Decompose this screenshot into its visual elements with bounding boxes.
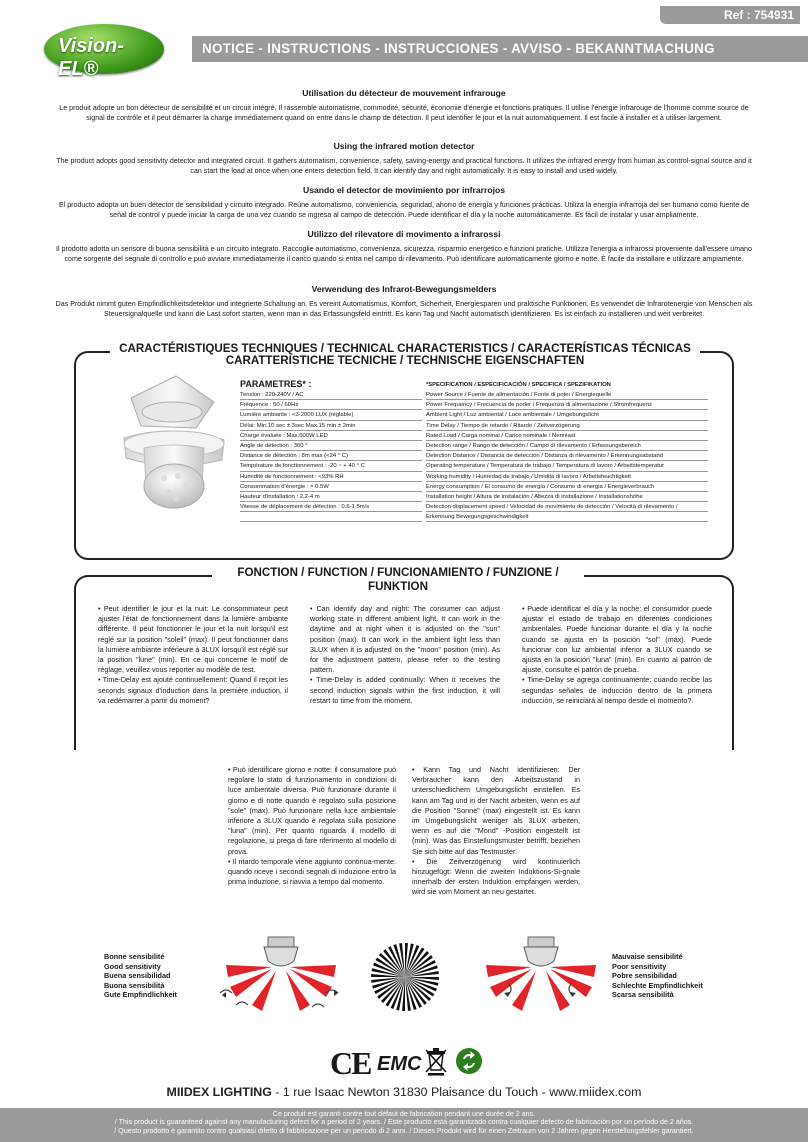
specification-row: Erkennung Bewegungsgeschwindigkeit bbox=[426, 512, 708, 522]
function-text-de bbox=[412, 765, 580, 898]
function-paragraph: • Il ritardo temporale viene aggiunto continua-mente: quando riceve i secondi segnali di induzione entro la prima induzione, si riavvia a tempo dal momento. bbox=[228, 856, 396, 887]
parameter-row bbox=[240, 512, 422, 522]
parameter-row: Consommation d'énergie : ≈ 0.5W bbox=[240, 482, 422, 492]
function-paragraph: • Time-Delay is added continually: When it receives the second induction signals within the first induction, it will restart to time from the moment. bbox=[310, 675, 500, 705]
sensitivity-label: Mauvaise sensibilité bbox=[612, 952, 683, 961]
specification-row: Detection range / Rango de detección / Campo di rilevamento / Erfassungsbereich bbox=[426, 441, 708, 451]
sunburst-ray bbox=[371, 974, 405, 977]
sunburst-ray bbox=[402, 977, 405, 1011]
parameters-table bbox=[240, 379, 422, 522]
intro-body: Il prodotto adotta un sensore di buona sensibilità e un circuito integrato. Raccoglie automatismo, convenienza, sicurezza, risparmio energetico e funzioni pratiche. Utilizza l'energia a infrarossi proveniente dall'essere umano come sorgente del segnale di controllo e può avviare immediatamente il carico quando si entra nel campo di rilevamento. Può identificare automaticamente giorno e notte. È facile da installare e utilizzare ampiamente. bbox=[56, 244, 752, 264]
emc-mark: EMC bbox=[377, 1053, 422, 1075]
warranty-line: / This product is guaranteed against any manufacturing defect for a period of 2 years. / Este producto está garantizado contra cualquier defecto de fabricación por un período de 2 años. bbox=[114, 1118, 694, 1127]
function-text-it bbox=[228, 765, 396, 887]
parameter-row: Lumière ambiante : <3-2000 LUX (réglable) bbox=[240, 410, 422, 420]
detection-pattern-icon bbox=[370, 942, 440, 1012]
parameters-header: PARAMETRES* : bbox=[240, 379, 312, 389]
intro-title: Verwendung des Infrarot-Bewegungsmelders bbox=[311, 284, 497, 294]
specification-row: Working humidity / Humedad de trabajo / Umidità di lavoro / Arbeitsfeuchtigkeit bbox=[426, 472, 708, 482]
specification-row: Installation height / Altura de instalación / Altezza di installazione / Installationshöhe bbox=[426, 492, 708, 502]
specification-row: Rated Load / Carga nominal / Carico nominale / Nennlast bbox=[426, 431, 708, 441]
warranty-footer bbox=[0, 1108, 808, 1142]
header-title: NOTICE - INSTRUCTIONS - INSTRUCCIONES - AVVISO - BEKANNTMACHUNG bbox=[192, 36, 808, 62]
parameter-row: Fréquence : 50 / 60Hz bbox=[240, 400, 422, 410]
good-sensitivity-diagram bbox=[212, 935, 348, 1017]
sensitivity-label: Good sensitivity bbox=[104, 961, 161, 971]
specification-row: Power Frequency / Frecuencia de poder / Frequenza di alimentazione / Stromfrequenz bbox=[426, 400, 708, 410]
sensitivity-label: Pobre sensibilidad bbox=[612, 971, 677, 981]
poor-sensitivity-labels bbox=[612, 952, 742, 1000]
intro-de bbox=[50, 284, 758, 320]
sunburst-ray bbox=[405, 977, 439, 980]
warranty-line: Ce produit est garanti contre tout défaut de fabrication pendant une durée de 2 ans. bbox=[272, 1110, 536, 1118]
intro-fr bbox=[50, 88, 758, 124]
parameter-row: Vitesse de déplacement de détection : 0.6-1.5m/s bbox=[240, 502, 422, 512]
parameter-row: Délai: Min.10 sec ± 3sec Max.15 min ± 2min bbox=[240, 421, 422, 431]
intro-en bbox=[50, 141, 758, 177]
intro-title: Using the infrared motion detector bbox=[333, 141, 475, 151]
function-text-en bbox=[310, 604, 500, 706]
intro-body: El producto adopta un buen detector de sensibilidad y circuito integrado. Reúne automatismo, conveniencia, seguridad, ahorro de energía y funciones prácticas. Utiliza la energía infrarroja del ser humano como fuente de señal de control y puede iniciar la carga de una vez cuando se ingresa al campo de detección. Puede identificar el día y la noche automáticamente. Es fácil de instalar y usar ampliamente. bbox=[58, 200, 750, 220]
parameter-row: Tension : 220-240V / AC bbox=[240, 390, 422, 400]
function-text-fr bbox=[98, 604, 288, 706]
function-paragraph: • Can identify day and night: The consumer can adjust working state in different ambient light. It can work in the daytime and at night when it is adjusted on the "sun" position (max). It can work in the ambient light less than 3LUX when it is adjusted on the "moon" position (min). As for the adjustment pattern, please refer to the testing pattern. bbox=[310, 604, 500, 675]
specification-row: Power Source / Fuente de alimentación / Fonte di poter / Energiequelle bbox=[426, 390, 708, 400]
reference-number: Ref : 754931 bbox=[660, 6, 800, 24]
function-paragraph: • Time-Delay est ajouté continuellement: Quand il reçoit les seconds signaux d'induction dans la première induction, il va redémarrer à partir du moment? bbox=[98, 675, 288, 705]
function-paragraph: • Die Zeitverzögerung wird kontinuierlich hinzugefügt: Wenn die zweiten Induktions-Si-gnale innerhalb der ersten Induktion empfangen werden, wird sie vom Moment an neu gestartet. bbox=[412, 856, 580, 897]
function-paragraph: • Kann Tag und Nacht identifizieren: Der Verbraucher kann den Arbeitszustand in unterschiedlichem Umgebungslicht einstellen. Es kann am Tag und in der Nacht arbeiten, wenn es auf die Position "Sonne" (max) eingestellt ist. Es kann im Umgebungslicht weniger als 3LUX arbeiten, wenn es auf die "Mond" -Position eingestellt ist (min). Was das Einstellungsmuster betrifft, beziehen Sie sich bitte auf das Testmuster. bbox=[412, 765, 580, 856]
intro-es bbox=[50, 185, 758, 221]
characteristics-title-line1: CARACTÉRISTIQUES TECHNIQUES / TECHNICAL CHARACTERISTICS / CARACTERÍSTICAS TÉCNICAS bbox=[119, 342, 691, 355]
motion-detector-illustration bbox=[106, 368, 236, 518]
function-text-es bbox=[522, 604, 712, 706]
specification-row: Time Delay / Tiempo de retardo / Ritardo / Zeitverzögerung bbox=[426, 421, 708, 431]
warranty-line: / Questo prodotto è garantito contro qualsiasi difetto di fabbricazione per un periodo di 2 anni. / Dieses Produkt wird für einen Zeitraum von 2 Jahren gegen Herstellungsfehler garantiert. bbox=[114, 1126, 694, 1135]
weee-bin-icon bbox=[424, 1046, 448, 1076]
intro-body: Das Produkt nimmt guten Empfindlichkeitsdetektor und integrierte Schaltung an. Es vereint Automatismus, Komfort, Sicherheit, Energiesparen und praktische Funktionen. Es verwendet die Infrarotenergie von Menschen als Steuersignalquelle und kann die Last sofort starten, wenn man in das Erfassungsfeld eintritt. Es kann Tag und Nacht automatisch identifizieren. Es ist einfach zu installieren und weit verbreitet. bbox=[55, 299, 753, 319]
intro-title: Utilisation du détecteur de mouvement infrarouge bbox=[302, 88, 506, 98]
sensitivity-label: Schlechte Empfindlichkeit bbox=[612, 980, 703, 990]
sensitivity-label: Poor sensitivity bbox=[612, 961, 667, 971]
recycling-icon bbox=[454, 1046, 484, 1076]
company-address: - 1 rue Isaac Newton 31830 Plaisance du Touch - www.miidex.com bbox=[271, 1085, 642, 1099]
sensitivity-label: Buona sensibilità bbox=[104, 980, 165, 990]
poor-sensitivity-diagram bbox=[472, 935, 608, 1017]
intro-it bbox=[50, 229, 758, 265]
company-name: MIIDEX LIGHTING bbox=[166, 1085, 272, 1099]
sensitivity-label: Scarsa sensibilità bbox=[612, 990, 674, 1000]
parameter-row: Température de fonctionnement : -20 ~ + 40 ° C bbox=[240, 461, 422, 471]
company-line bbox=[0, 1085, 808, 1099]
good-sensitivity-labels bbox=[104, 952, 214, 1000]
function-paragraph: • Peut identifier le jour et la nuit: Le consommateur peut ajuster l'état de fonctionnement dans la lumière ambiante différente. Il peut fonctionner le jour et la nuit lorsqu'il est réglé sur la position "soleil" (max). Il peut fonctionner dans la lumière ambiante inférieure à 3LUX lorsqu'il est réglé sur la position "lune" (min). En ce qui concerne le motif de réglage, veuillez vous reporter au modèle de test. bbox=[98, 604, 288, 675]
sunburst-ray bbox=[405, 943, 408, 977]
parameter-row: Humidité de fonctionnement : <93% RH bbox=[240, 472, 422, 482]
vision-el-logo bbox=[44, 24, 164, 80]
specification-header: *SPECIFICATION / ESPECIFICACIÓN / SPECIFICA / SPEZIFIKATION bbox=[426, 382, 611, 388]
specification-row: Detection Distance / Distancia de detección / Distanza di rilevamento / Erkennungsabstand bbox=[426, 451, 708, 461]
specification-row: Ambient Light / Luz ambiental / Luce ambientale / Umgebungslicht bbox=[426, 410, 708, 420]
sensitivity-label: Buena sensibilidad bbox=[104, 971, 171, 981]
characteristics-title bbox=[110, 343, 700, 367]
intro-title: Usando el detector de movimiento por infrarrojos bbox=[303, 185, 505, 195]
sensitivity-label: Gute Empfindlichkeit bbox=[104, 990, 177, 1000]
function-paragraph: • Può identificare giorno e notte: il consumatore può regolare lo stato di funzionamento in condizioni di luce ambientale diversa. Può funzionare durante il giorno e di notte quando è regolato sulla posizione "sole" (max). Può funzionare nella luce ambientale inferiore a 3LUX quando è regolata sulla posizione "luna" (min). Per quanto riguarda il modello di regolazione, si prega di fare riferimento al modello di prova. bbox=[228, 765, 396, 856]
characteristics-title-line2: CARATTERISTICHE TECNICHE / TECHNISCHE EIGENSCHAFTEN bbox=[225, 354, 585, 367]
parameter-row: Angle de détection : 360 ° bbox=[240, 441, 422, 451]
parameter-row: Distance de détection : 8m max (<24 ° C) bbox=[240, 451, 422, 461]
specification-row: Detection displacement speed / Velocidad de movimiento de detección / Velocità di rilevamento / bbox=[426, 502, 708, 512]
function-title: FONCTION / FUNCTION / FUNCIONAMIENTO / FUNZIONE / FUNKTION bbox=[212, 566, 584, 594]
specification-row: Operating temperature / Temperatura de trabajo / Temperatura di lavoro / Arbeitstemperatur bbox=[426, 461, 708, 471]
intro-body: The product adopts good sensitivity detector and integrated circuit. It gathers automatism, convenience, safety, saving-energy and practical functions. It utilizes the infrared energy from human as control-signal source and it can start the load at once when one enters detection field. It can identify day and night automatically. It is easy to install and used widely. bbox=[56, 156, 752, 176]
specification-row: Energy consumption / El consumo de energía / Consumo di energia / Energieverbrauch bbox=[426, 482, 708, 492]
function-paragraph: • Puede identificar el día y la noche: el consumidor puede ajustar el estado de trabajo en diferentes condiciones ambientales. Puede funcionar durante el día y la noche cuando se ajusta en la posición "sol" (máx). Puede funcionar con luz ambiental inferior a 3LUX cuando se ajusta en la posición "luna" (min). En cuanto al patrón de ajuste, consulte el patrón de prueba. bbox=[522, 604, 712, 675]
specification-table bbox=[426, 379, 708, 522]
ce-mark: CE bbox=[330, 1045, 371, 1081]
function-paragraph: • Time-Delay se agrega continuamente: cuando recibe las segundas señales de inducción dentro de la primera inducción, se reiniciará al tiempo desde el momento?. bbox=[522, 675, 712, 705]
logo-text: Vision-EL® bbox=[58, 35, 124, 80]
sensitivity-label: Bonne sensibilité bbox=[104, 952, 165, 961]
intro-title: Utilizzo del rilevatore di movimento a infrarossi bbox=[307, 229, 501, 239]
parameter-row: Hauteur d'installation : 2,2-4 m bbox=[240, 492, 422, 502]
intro-body: Le produit adopte un bon détecteur de sensibilité et un circuit intégré. Il rassemble automatisme, commodité, sécurité, économie d'énergie et fonctions pratiques. Il utilise l'énergie infrarouge de l'homme comme source de signal de contrôle et il peut démarrer la charge immédiatement quand on entre dans le champ de détection. Il peut identifier le jour et la nuit automatiquement. Il est facile à installer et à utiliser largement. bbox=[59, 103, 749, 123]
parameter-row: Charge évaluée : Max.600W LED bbox=[240, 431, 422, 441]
